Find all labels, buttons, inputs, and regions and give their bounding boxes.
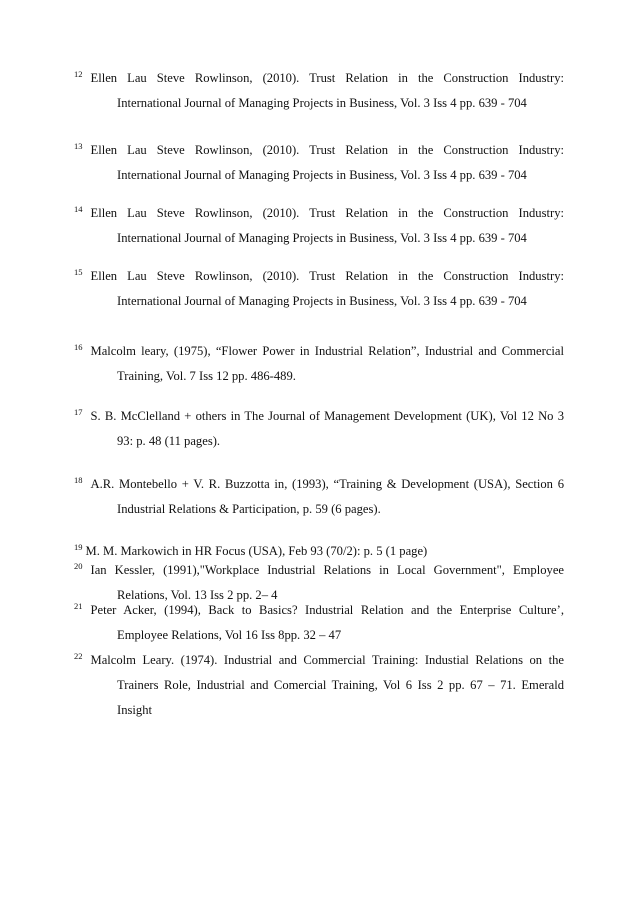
footnote-number: 15 [74, 266, 83, 277]
footnote-continuation: Industrial Relations & Participation, p. 59 (6 pages). [117, 502, 381, 516]
footnote-number: 16 [74, 341, 83, 352]
footnote-continuation: International Journal of Managing Projects in Business, Vol. 3 Iss 4 pp. 639 - 704 [117, 294, 527, 308]
footnote-continuation: International Journal of Managing Projects in Business, Vol. 3 Iss 4 pp. 639 - 704 [117, 168, 527, 182]
footnote-number: 18 [74, 474, 83, 485]
footnote-21 [74, 598, 564, 648]
footnote-13 [74, 138, 564, 188]
footnote-text: Malcolm leary, (1975), “Flower Power in Industrial Relation”, Industrial and Commercial [90, 344, 564, 358]
footnote-continuation: International Journal of Managing Projects in Business, Vol. 3 Iss 4 pp. 639 - 704 [117, 231, 527, 245]
footnote-12 [74, 66, 564, 116]
footnote-continuation: Training, Vol. 7 Iss 12 pp. 486-489. [117, 369, 296, 383]
footnote-text: A.R. Montebello + V. R. Buzzotta in, (1993), “Training & Development (USA), Section 6 [90, 477, 564, 491]
footnote-number: 17 [74, 406, 83, 417]
footnote-text: S. B. McClelland + others in The Journal of Management Development (UK), Vol 12 No 3 [90, 409, 564, 423]
footnote-18 [74, 472, 564, 522]
footnote-text: Ellen Lau Steve Rowlinson, (2010). Trust Relation in the Construction Industry: [90, 206, 564, 220]
footnote-text: Ellen Lau Steve Rowlinson, (2010). Trust Relation in the Construction Industry: [90, 71, 564, 85]
footnote-text: Malcolm Leary. (1974). Industrial and Commercial Training: Industial Relations on the [90, 653, 564, 667]
footnote-text: Ian Kessler, (1991),"Workplace Industrial Relations in Local Government", Employee [90, 563, 564, 577]
footnote-number: 20 [74, 560, 83, 571]
footnote-number: 19 [74, 541, 83, 552]
footnote-16 [74, 339, 564, 389]
footnote-text: M. M. Markowich in HR Focus (USA), Feb 93 (70/2): p. 5 (1 page) [85, 544, 428, 558]
footnote-22 [74, 648, 564, 723]
footnote-continuation: International Journal of Managing Projects in Business, Vol. 3 Iss 4 pp. 639 - 704 [117, 96, 527, 110]
footnote-text: Ellen Lau Steve Rowlinson, (2010). Trust Relation in the Construction Industry: [90, 269, 564, 283]
footnote-number: 21 [74, 600, 83, 611]
footnote-continuation: Employee Relations, Vol 16 Iss 8pp. 32 – 47 [117, 628, 342, 642]
footnote-14 [74, 201, 564, 251]
footnote-text: Ellen Lau Steve Rowlinson, (2010). Trust Relation in the Construction Industry: [90, 143, 564, 157]
footnote-number: 14 [74, 203, 83, 214]
footnote-continuation: Trainers Role, Industrial and Comercial Training, Vol 6 Iss 2 pp. 67 – 71. Emerald [117, 678, 564, 692]
footnote-text: Peter Acker, (1994), Back to Basics? Industrial Relation and the Enterprise Culture’, [90, 603, 564, 617]
footnote-17 [74, 404, 564, 454]
footnote-number: 13 [74, 140, 83, 151]
footnote-continuation: 93: p. 48 (11 pages). [117, 434, 221, 448]
footnote-continuation: Relations, Vol. 13 Iss 2 pp. 2– 4 [117, 588, 278, 602]
footnote-number: 22 [74, 650, 83, 661]
footnote-number: 12 [74, 68, 83, 79]
footnote-15 [74, 264, 564, 314]
footnote-continuation: Insight [117, 703, 152, 717]
